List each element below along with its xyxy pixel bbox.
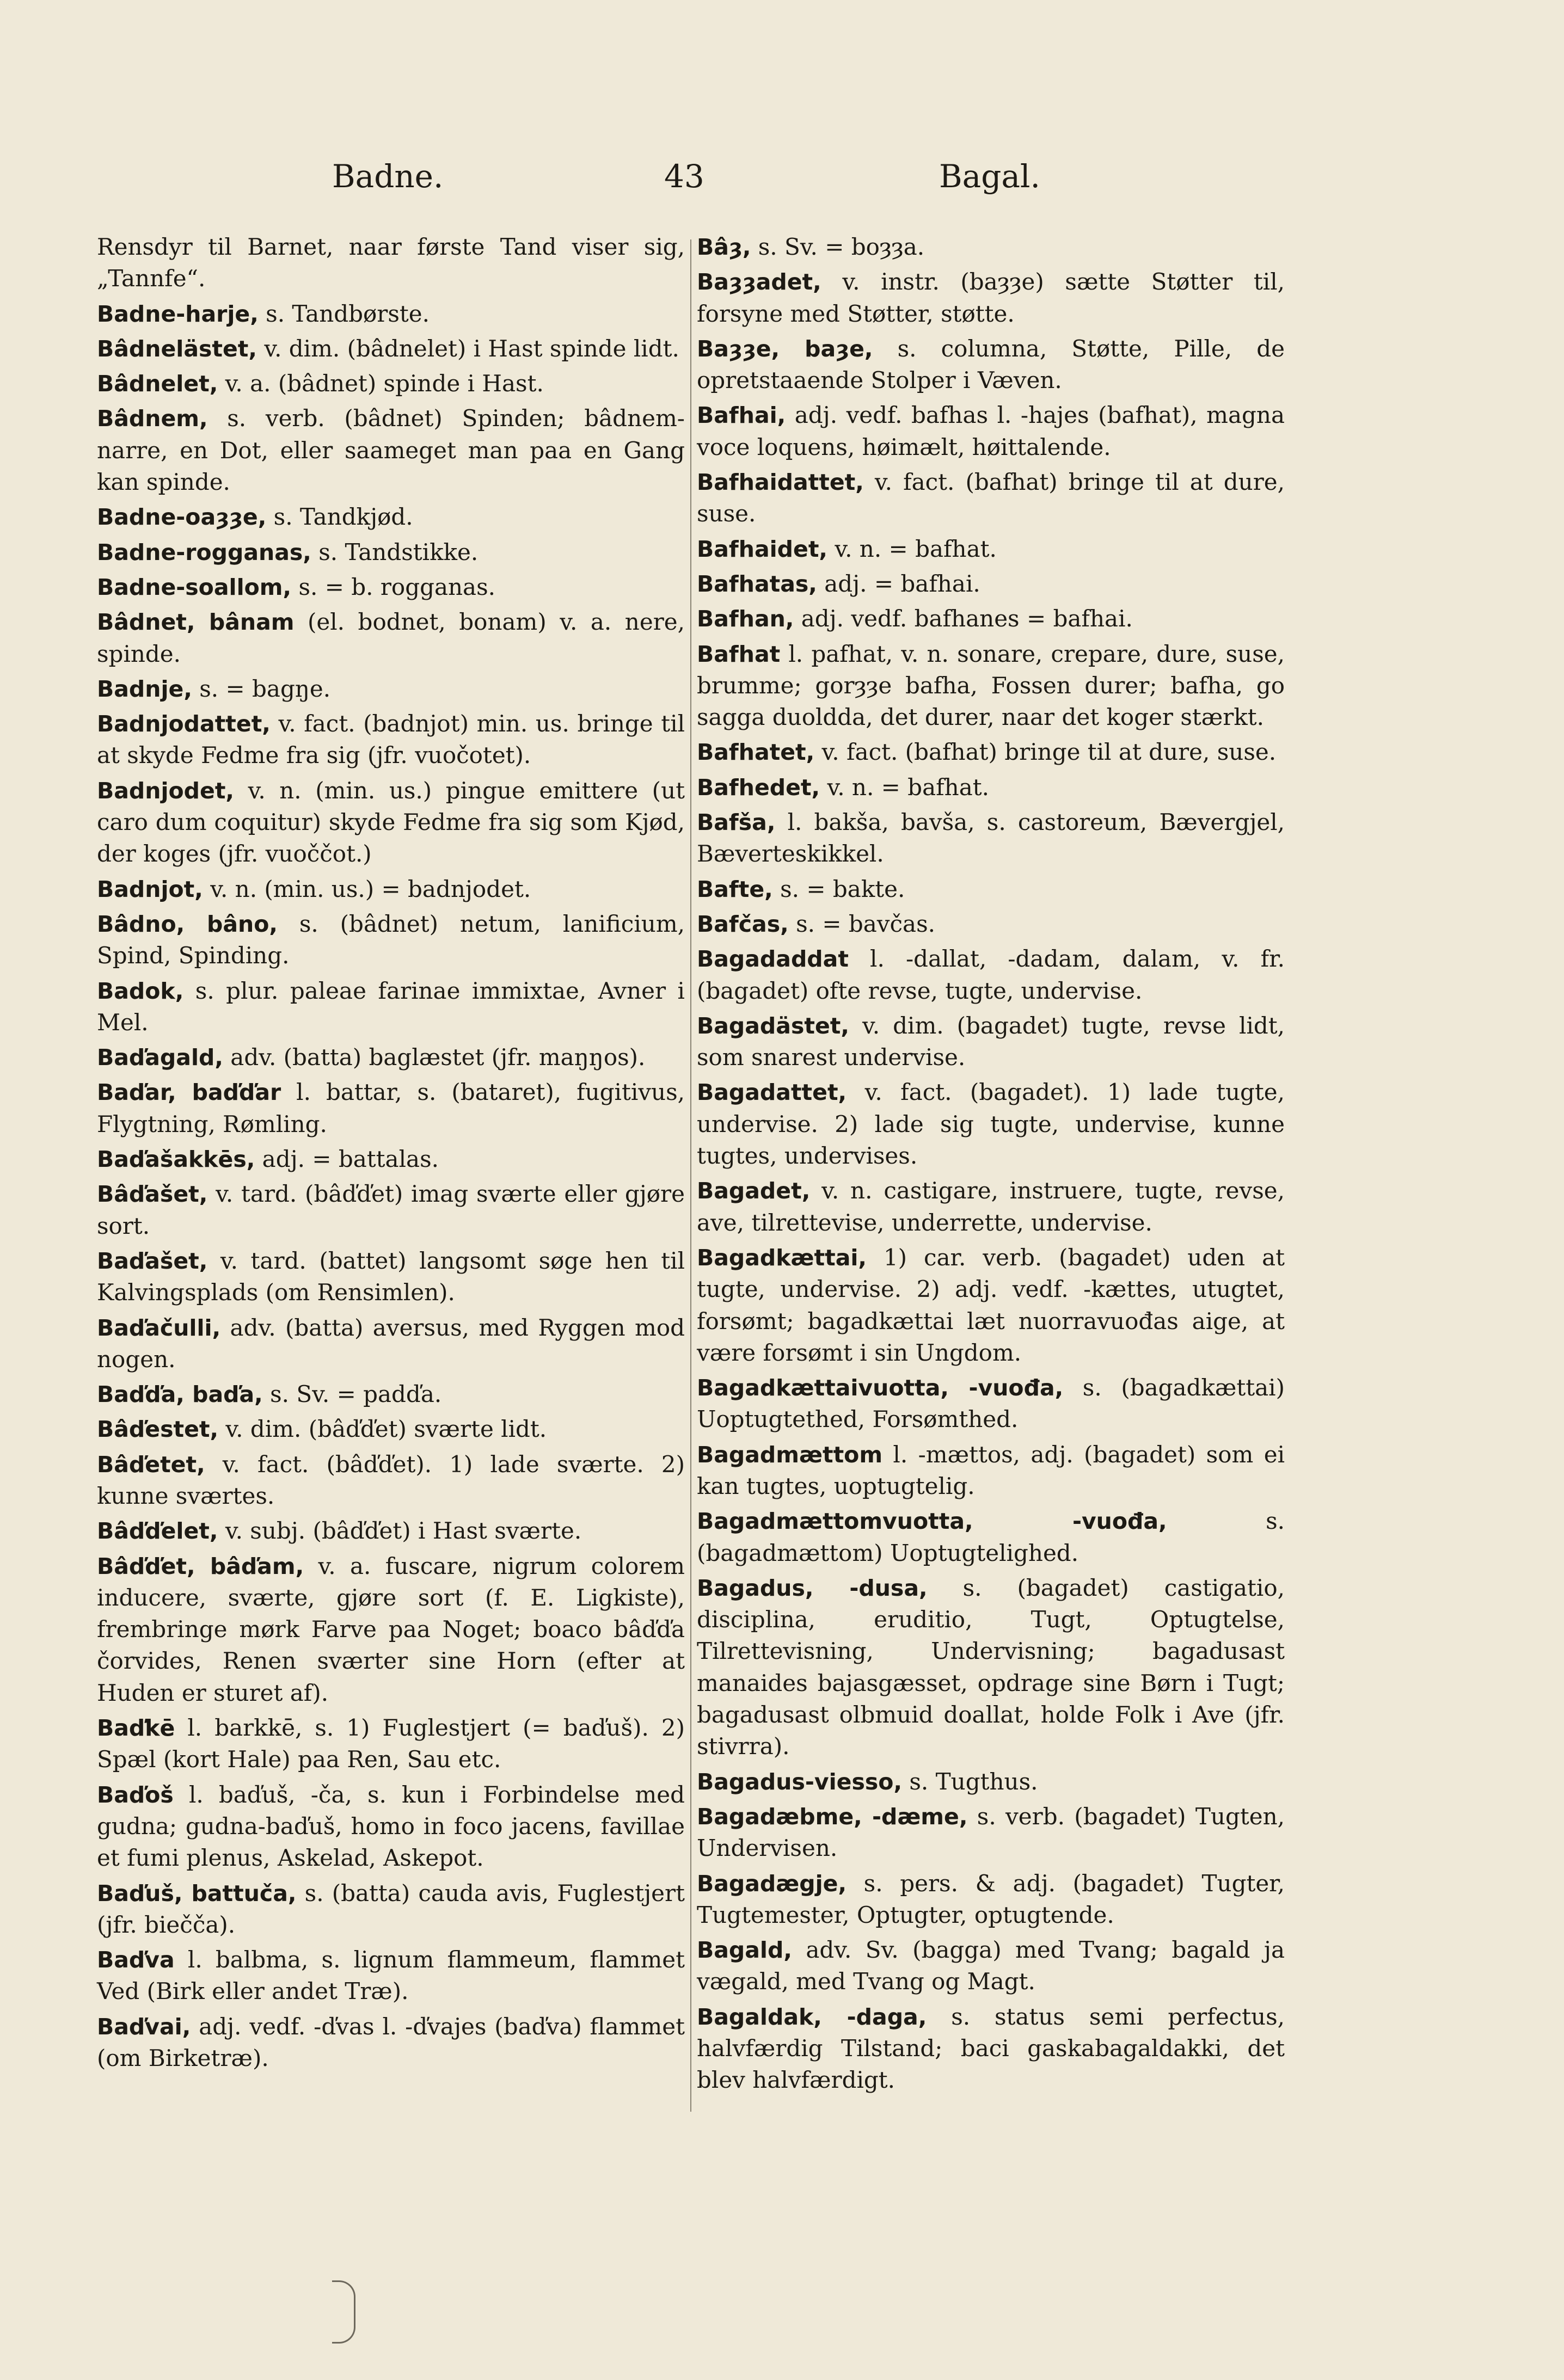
entry-headword: Badne-rogganas, <box>97 539 311 565</box>
entry-definition: s. (bagadmættom) Uoptugtelighed. <box>697 1508 1285 1566</box>
binding-bracket-mark <box>332 2280 355 2344</box>
right-column <box>697 231 1285 2100</box>
entry-headword: Bafhan, <box>697 606 794 632</box>
entry-definition: v. n. = bafhat. <box>820 773 989 801</box>
entry-headword: Bâdno, bâno, <box>97 911 278 937</box>
entry-headword: Badnje, <box>97 675 192 702</box>
entry-definition: v. fact. (bagadet). 1) lade tugte, undervise. 2) lade sig tugte, undervise, kunne tugtes, undervises. <box>697 1079 1285 1170</box>
entry-definition: s. Tandkjød. <box>266 503 413 531</box>
entry-headword: Bâȝ, <box>697 234 751 260</box>
dictionary-entry <box>697 1242 1285 1369</box>
entry-headword: Badnjodattet, <box>97 711 271 737</box>
entry-definition: adj. = bafhai. <box>817 570 980 597</box>
entry-definition: s. = b. rogganas. <box>291 573 495 600</box>
entry-headword: Bagadattet, <box>697 1079 847 1106</box>
dictionary-entry <box>697 1010 1285 1074</box>
dictionary-entry <box>97 1245 685 1309</box>
entry-headword: Badnjot, <box>97 876 203 902</box>
entry-definition: l. -mættos, adj. (bagadet) som ei kan tugtes, uoptugtelig. <box>697 1441 1285 1499</box>
dictionary-entry <box>697 1505 1285 1569</box>
entry-definition: adv. Sv. (bagga) med Tvang; bagald ja vægald, med Tvang og Magt. <box>697 1936 1285 1995</box>
dictionary-entry <box>97 298 685 330</box>
entry-definition: adj. vedf. -ďvas l. -ďvajes (baďva) flammet (om Birketræ). <box>97 2013 685 2072</box>
dictionary-entry <box>697 399 1285 463</box>
entry-definition: s. pers. & adj. (bagadet) Tugter, Tugtemester, Optugter, optugtende. <box>697 1869 1285 1928</box>
entry-definition: adj. vedf. bafhas l. -hajes (bafhat), magna voce loquens, høimælt, høittalende. <box>697 402 1285 460</box>
dictionary-entry <box>697 1372 1285 1436</box>
column-divider <box>690 239 691 2112</box>
dictionary-entry <box>697 333 1285 397</box>
entry-definition: s. (bagadkættai) Uoptugtethed, Forsømthed. <box>697 1374 1285 1433</box>
entry-definition: adj. vedf. bafhanes = bafhai. <box>794 605 1133 632</box>
dictionary-entry <box>697 874 1285 905</box>
entry-definition: s. Tugthus. <box>902 1768 1038 1795</box>
entry-definition: l. barkkē, s. 1) Fuglestjert (= baďuš). 2) Spæl (kort Hale) paa Ren, Sau etc. <box>97 1714 685 1773</box>
entry-headword: Bagadus-viesso, <box>697 1768 903 1795</box>
entry-headword: Baďva <box>97 1947 175 1973</box>
entry-definition: v. instr. (baȝȝe) sætte Støtter til, forsyne med Støtter, støtte. <box>697 268 1285 327</box>
entry-definition: v. dim. (bâdnelet) i Hast spinde lidt. <box>256 335 679 362</box>
entry-headword: Baďďa, baďa, <box>97 1381 263 1408</box>
entry-headword: Bagadus, -dusa, <box>697 1575 928 1601</box>
entry-definition: v. n. = bafhat. <box>827 535 997 562</box>
entry-headword: Badne-soallom, <box>97 574 292 600</box>
entry-headword: Badnjodet, <box>97 777 235 804</box>
entry-headword: Baďašakkēs, <box>97 1146 255 1173</box>
dictionary-entry <box>97 1413 685 1445</box>
entry-headword: Bâďďelet, <box>97 1518 218 1545</box>
entry-definition: v. n. (min. us.) pingue emittere (ut caro dum coquitur) skyde Fedme fra sig som Kjød, der koges (jfr. vuoččot.) <box>97 777 685 868</box>
entry-headword: Bagadaddat <box>697 946 849 973</box>
entry-definition: v. fact. (bâďďet). 1) lade sværte. 2) kunne sværtes. <box>97 1450 685 1509</box>
dictionary-entry <box>97 1878 685 1941</box>
dictionary-entry <box>97 1379 685 1410</box>
dictionary-entry <box>97 908 685 972</box>
entry-headword: Badne-oaȝȝe, <box>97 504 267 531</box>
entry-headword: Bâdnem, <box>97 405 208 432</box>
dictionary-entry <box>97 537 685 568</box>
dictionary-entry <box>697 533 1285 565</box>
dictionary-entry <box>697 603 1285 635</box>
entry-definition: s. status semi perfectus, halvfærdig Tilstand; baci gaskabagaldakki, det blev halvfærdigt. <box>697 2003 1285 2094</box>
entry-definition: l. balbma, s. lignum flammeum, flammet Ved (Birk eller andet Træ). <box>97 1946 685 2005</box>
dictionary-entry <box>697 736 1285 768</box>
dictionary-entry <box>697 943 1285 1007</box>
entry-definition: l. baďuš, -ča, s. kun i Forbindelse med gudna; gudna-baďuš, homo in foco jacens, favillae et fumi plenus, Askelad, Askepot. <box>97 1781 685 1872</box>
entry-headword: Bagald, <box>697 1937 792 1964</box>
entry-headword: Badok, <box>97 977 184 1004</box>
dictionary-entry <box>97 1312 685 1376</box>
header-right-guideword: Bagal. <box>939 158 1040 195</box>
entry-definition: (el. bodnet, bonam) v. a. nere, spinde. <box>97 608 685 667</box>
dictionary-entry <box>97 1712 685 1776</box>
entry-definition: v. tard. (bâďďet) imag sværte eller gjøre sort. <box>97 1180 685 1239</box>
dictionary-entry <box>697 1868 1285 1932</box>
dictionary-entry <box>697 1077 1285 1172</box>
dictionary-entry <box>97 231 685 295</box>
entry-definition: s. Tandstikke. <box>311 538 479 565</box>
entry-headword: Baďar, baďďar <box>97 1079 281 1106</box>
entry-headword: Baďkē <box>97 1715 175 1742</box>
page-header <box>0 158 1564 207</box>
dictionary-entry <box>97 874 685 905</box>
entry-definition: s. (bagadet) castigatio, disciplina, eruditio, Tugt, Optugtelse, Tilrettevisning, Undervisning; bagadusast manaides bajasgæsset, opdrage sine Børn i Tugt; bagadusast olbmuid doallat, holde Folk i Ave (jfr. stivrra). <box>697 1574 1285 1760</box>
entry-definition: s. columna, Støtte, Pille, de opretstaaende Stolper i Væven. <box>697 335 1285 394</box>
entry-definition: s. verb. (bagadet) Tugten, Undervisen. <box>697 1803 1285 1862</box>
left-column <box>97 231 685 2077</box>
entry-definition: s. (bâdnet) netum, lanificium, Spind, Spinding. <box>97 910 685 969</box>
entry-headword: Baȝȝe, baȝe, <box>697 335 873 362</box>
dictionary-entry <box>97 403 685 498</box>
dictionary-entry <box>697 1801 1285 1865</box>
dictionary-entry <box>97 1077 685 1140</box>
dictionary-entry <box>97 1042 685 1073</box>
dictionary-entry <box>697 772 1285 803</box>
entry-headword: Bagadkættaivuotta, -vuođa, <box>697 1375 1064 1401</box>
dictionary-entry <box>97 606 685 670</box>
entry-headword: Bagadmættom <box>697 1441 883 1468</box>
entry-definition: v. a. (bâdnet) spinde i Hast. <box>218 370 544 397</box>
entry-headword: Baďuš, battuča, <box>97 1880 297 1907</box>
entry-headword: Bâdnelästet, <box>97 335 257 362</box>
dictionary-entry <box>97 368 685 399</box>
entry-definition: s. Sv. = padďa. <box>262 1381 442 1408</box>
entry-definition: l. bakša, bavša, s. castoreum, Bævergjel, Bæverteskikkel. <box>697 809 1285 868</box>
dictionary-entry <box>697 807 1285 870</box>
entry-headword: Bâdnet, bânam <box>97 609 295 636</box>
entry-headword: Bagadästet, <box>697 1012 849 1039</box>
entry-headword: Bafhaidet, <box>697 536 827 562</box>
entry-headword: Bâďďet, bâďam, <box>97 1553 304 1579</box>
entry-definition: s. = bakte. <box>772 875 905 902</box>
entry-headword: Baďagald, <box>97 1044 223 1071</box>
entry-definition: v. tard. (battet) langsomt søge hen til Kalvingsplads (om Rensimlen). <box>97 1247 685 1306</box>
entry-definition: l. -dallat, -dadam, dalam, v. fr. (bagadet) ofte revse, tugte, undervise. <box>697 945 1285 1004</box>
dictionary-entry <box>697 1175 1285 1239</box>
dictionary-entry <box>697 1572 1285 1763</box>
entry-headword: Bagadægje, <box>697 1870 847 1897</box>
dictionary-entry <box>97 333 685 365</box>
entry-headword: Bagaldak, -daga, <box>697 2003 927 2030</box>
entry-headword: Bafhai, <box>697 402 786 429</box>
entry-definition: s. verb. (bâdnet) Spinden; bâdnem-narre, en Dot, eller saameget man paa en Gang kan spinde. <box>97 405 685 496</box>
header-left-guideword: Badne. <box>332 158 444 195</box>
dictionary-entry <box>697 231 1285 263</box>
entry-headword: Bâďestet, <box>97 1416 219 1443</box>
dictionary-entry <box>97 1449 685 1512</box>
entry-definition: s. plur. paleae farinae immixtae, Avner i Mel. <box>97 977 685 1036</box>
entry-headword: Bâdnelet, <box>97 371 218 397</box>
entry-definition: v. fact. (bafhat) bringe til at dure, suse. <box>697 469 1285 527</box>
entry-headword: Bafhatas, <box>697 570 817 597</box>
dictionary-entry <box>97 975 685 1039</box>
entry-headword: Bâďetet, <box>97 1451 205 1478</box>
entry-headword: Baďačulli, <box>97 1314 221 1341</box>
entry-headword: Bagadæbme, -dæme, <box>697 1803 968 1830</box>
entry-headword: Baȝȝadet, <box>697 269 821 296</box>
dictionary-entry <box>97 1551 685 1709</box>
entry-definition: adj. = battalas. <box>255 1146 439 1173</box>
dictionary-entry <box>97 1178 685 1242</box>
entry-headword: Bafhedet, <box>697 774 820 801</box>
entry-headword: Bâďašet, <box>97 1181 208 1208</box>
dictionary-entry <box>97 571 685 603</box>
entry-headword: Bafša, <box>697 809 776 836</box>
entry-headword: Baďašet, <box>97 1247 208 1274</box>
entry-definition: v. fact. (bafhat) bringe til at dure, suse. <box>814 739 1277 766</box>
dictionary-entry <box>97 1944 685 2008</box>
dictionary-entry <box>697 568 1285 600</box>
dictionary-entry <box>97 775 685 870</box>
entry-definition: v. n. (min. us.) = badnjodet. <box>203 875 531 902</box>
entry-definition: Rensdyr til Barnet, naar første Tand viser sig, „Tannfe“. <box>97 233 685 292</box>
entry-definition: v. subj. (bâďďet) i Hast sværte. <box>218 1517 582 1545</box>
dictionary-entry <box>97 708 685 772</box>
dictionary-entry <box>697 2001 1285 2096</box>
entry-headword: Baďoš <box>97 1781 174 1808</box>
dictionary-entry <box>697 908 1285 940</box>
entry-definition: v. n. castigare, instruere, tugte, revse, ave, tilrettevise, underrette, undervise. <box>697 1177 1285 1236</box>
entry-definition: s. Sv. = boȝȝa. <box>751 233 925 260</box>
dictionary-entry <box>697 1439 1285 1503</box>
entry-definition: v. dim. (bâďďet) sværte lidt. <box>218 1416 547 1443</box>
entry-headword: Bafhatet, <box>697 739 815 766</box>
entry-headword: Bagadet, <box>697 1178 811 1204</box>
entry-definition: s. = bagŋe. <box>192 675 331 702</box>
dictionary-entry <box>697 266 1285 330</box>
entry-definition: v. dim. (bagadet) tugte, revse lidt, som snarest undervise. <box>697 1012 1285 1071</box>
entry-definition: adv. (batta) aversus, med Ryggen mod nogen. <box>97 1314 685 1373</box>
entry-headword: Badne-harje, <box>97 300 259 327</box>
entry-definition: 1) car. verb. (bagadet) uden at tugte, undervise. 2) adj. vedf. -kættes, utugtet, forsømt; bagadkættai læt nuorravuođas aige, at være forsømt i sin Ungdom. <box>697 1244 1285 1366</box>
dictionary-entry <box>697 638 1285 734</box>
dictionary-entry <box>97 501 685 533</box>
entry-headword: Bagadmættomvuotta, -vuođa, <box>697 1508 1167 1535</box>
dictionary-entry <box>697 1934 1285 1998</box>
entry-headword: Baďvai, <box>97 2013 191 2040</box>
dictionary-entry <box>97 673 685 705</box>
page-number: 43 <box>664 158 704 195</box>
entry-definition: s. Tandbørste. <box>258 300 430 327</box>
entry-headword: Bafte, <box>697 876 773 902</box>
dictionary-entry <box>97 2011 685 2075</box>
entry-definition: v. a. fuscare, nigrum colorem inducere, sværte, gjøre sort (f. E. Ligkiste), frembringe mørk Farve paa Noget; boaco bâďďa čorvides, Renen sværter sine Horn (efter at Huden er sturet af). <box>97 1552 685 1706</box>
dictionary-entry <box>697 466 1285 530</box>
entry-headword: Bafhaidattet, <box>697 469 864 496</box>
entry-definition: s. (batta) cauda avis, Fuglestjert (jfr. biečča). <box>97 1879 685 1938</box>
dictionary-entry <box>97 1779 685 1874</box>
entry-headword: Bafčas, <box>697 911 789 937</box>
dictionary-entry <box>97 1143 685 1175</box>
dictionary-entry <box>697 1766 1285 1798</box>
entry-definition: v. fact. (badnjot) min. us. bringe til at skyde Fedme fra sig (jfr. vuočotet). <box>97 710 685 769</box>
entry-headword: Bafhat <box>697 641 781 667</box>
entry-definition: s. = bavčas. <box>788 910 935 937</box>
entry-definition: adv. (batta) baglæstet (jfr. maŋŋos). <box>223 1044 646 1071</box>
entry-definition: l. battar, s. (bataret), fugitivus, Flygtning, Rømling. <box>97 1079 685 1137</box>
entry-headword: Bagadkættai, <box>697 1244 867 1271</box>
entry-definition: l. pafhat, v. n. sonare, crepare, dure, suse, brumme; gorȝȝe bafha, Fossen durer; bafha, go sagga duoldda, det durer, naar det koger stærkt. <box>697 640 1285 731</box>
dictionary-entry <box>97 1515 685 1547</box>
